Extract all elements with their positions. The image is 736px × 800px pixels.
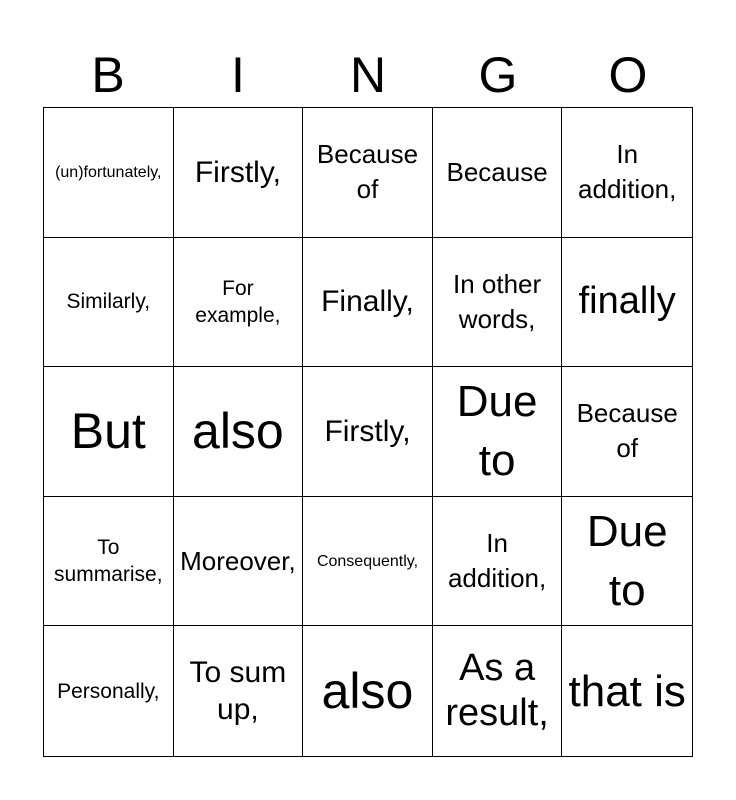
header-letter-n: N bbox=[349, 47, 387, 103]
bingo-header bbox=[43, 42, 693, 108]
header-letter-i: I bbox=[231, 47, 245, 103]
cell-label: For example, bbox=[195, 276, 281, 327]
cell-label: Similarly, bbox=[66, 290, 151, 314]
bingo-cell-r1-c1[interactable] bbox=[44, 108, 174, 238]
cell-label: finally bbox=[578, 280, 676, 323]
bingo-cell-r4-c3[interactable] bbox=[303, 497, 433, 627]
cell-label: (un)fortunately, bbox=[55, 163, 162, 181]
header-letter-o: O bbox=[608, 47, 648, 103]
bingo-cell-r1-c2[interactable] bbox=[174, 108, 304, 238]
bingo-cell-r4-c4[interactable] bbox=[433, 497, 563, 627]
cell-label: Because of bbox=[316, 139, 419, 205]
bingo-cell-r3-c2[interactable] bbox=[174, 367, 304, 497]
bingo-cell-r3-c3[interactable] bbox=[303, 367, 433, 497]
cell-label: In addition, bbox=[447, 528, 547, 594]
cell-label: Firstly, bbox=[194, 155, 281, 189]
bingo-cell-r3-c5[interactable] bbox=[562, 367, 692, 497]
bingo-cell-r2-c2[interactable] bbox=[174, 238, 304, 368]
cell-label: also bbox=[192, 403, 284, 460]
cell-label: To sum up, bbox=[189, 655, 287, 727]
cell-label: Due to bbox=[456, 377, 538, 486]
cell-label: Moreover, bbox=[180, 545, 296, 576]
cell-label: In other words, bbox=[453, 268, 542, 334]
cell-label: also bbox=[321, 663, 414, 720]
bingo-cell-r1-c3[interactable] bbox=[303, 108, 433, 238]
bingo-cell-r3-c4[interactable] bbox=[433, 367, 563, 497]
cell-label: Due to bbox=[586, 506, 668, 616]
bingo-cell-r5-c1[interactable] bbox=[44, 626, 174, 756]
bingo-cell-r2-c1[interactable] bbox=[44, 238, 174, 368]
cell-label: Because bbox=[446, 156, 548, 187]
bingo-board bbox=[43, 107, 693, 757]
bingo-cell-r1-c5[interactable] bbox=[562, 108, 692, 238]
cell-label: But bbox=[70, 403, 146, 460]
bingo-cell-r5-c5[interactable] bbox=[562, 626, 692, 756]
cell-label: Finally, bbox=[321, 285, 414, 319]
bingo-cell-r2-c3[interactable] bbox=[303, 238, 433, 368]
bingo-cell-r4-c5[interactable] bbox=[562, 497, 692, 627]
cell-label: To summarise, bbox=[54, 535, 163, 587]
bingo-cell-r4-c1[interactable] bbox=[44, 497, 174, 627]
cell-label: As a result, bbox=[445, 646, 549, 735]
bingo-cell-r1-c4[interactable] bbox=[433, 108, 563, 238]
bingo-cell-r2-c5[interactable] bbox=[562, 238, 692, 368]
header-letter-g: G bbox=[478, 47, 518, 103]
bingo-cell-r3-c1[interactable] bbox=[44, 367, 174, 497]
bingo-cell-r5-c2[interactable] bbox=[174, 626, 304, 756]
bingo-cell-r5-c4[interactable] bbox=[433, 626, 563, 756]
cell-label: Because of bbox=[576, 398, 678, 464]
bingo-cell-r5-c3[interactable] bbox=[303, 626, 433, 756]
bingo-cell-r4-c2[interactable] bbox=[174, 497, 304, 627]
cell-label: Consequently, bbox=[316, 552, 419, 570]
cell-label: Firstly, bbox=[324, 414, 411, 448]
bingo-cell-r2-c4[interactable] bbox=[433, 238, 563, 368]
cell-label: In addition, bbox=[578, 139, 677, 205]
cell-label: Personally, bbox=[57, 679, 160, 703]
cell-label: that is bbox=[568, 666, 686, 716]
header-letter-b: B bbox=[91, 47, 125, 103]
